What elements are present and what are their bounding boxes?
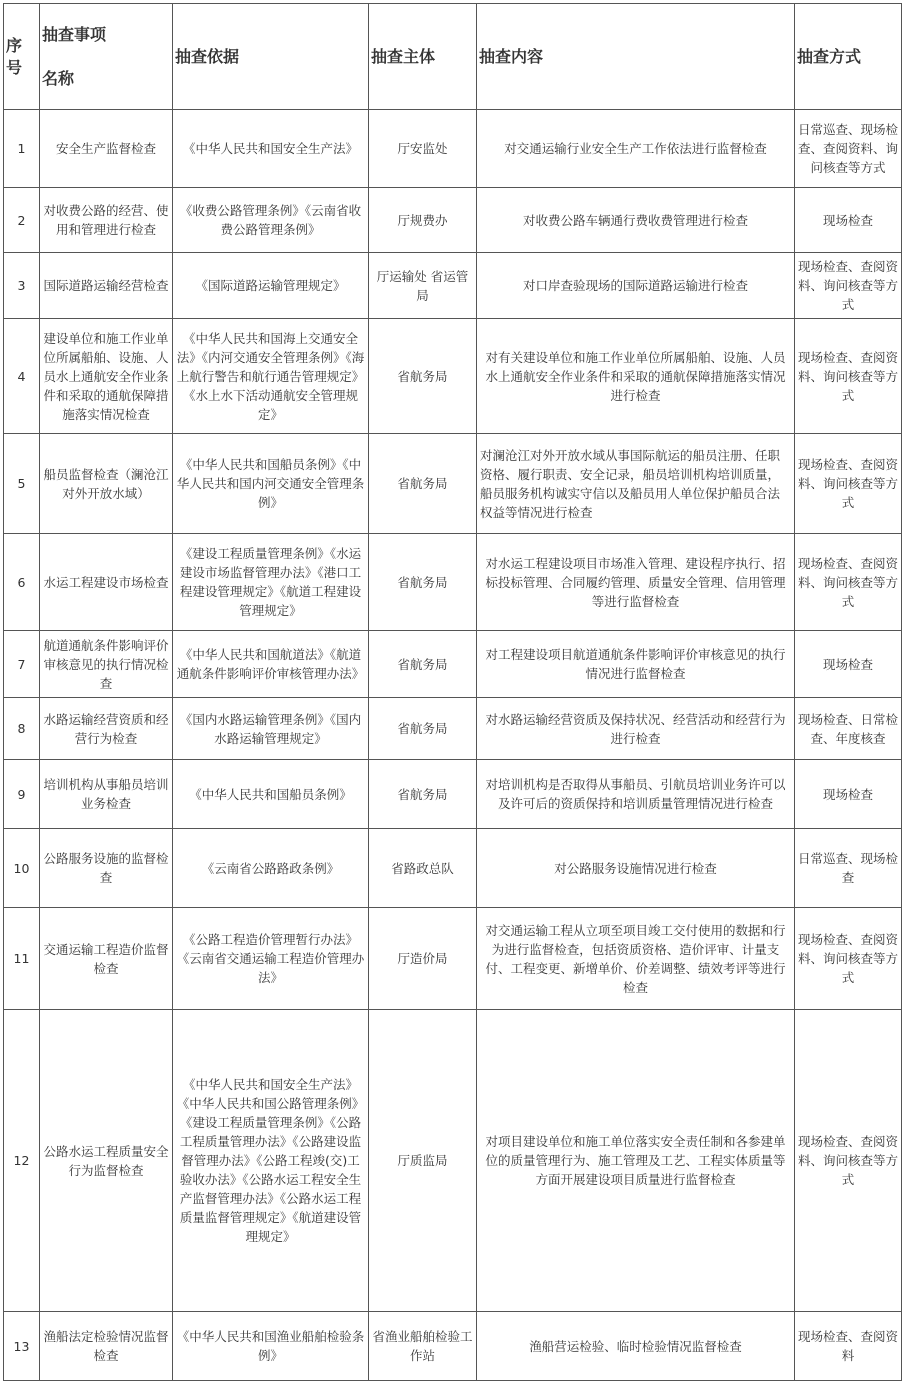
- table-row: [4, 319, 902, 434]
- matter-name: 水运工程建设市场检查: [40, 534, 173, 631]
- inspection-method: 日常巡查、现场检查: [795, 829, 902, 908]
- table-row: [4, 698, 902, 760]
- row-number: 6: [4, 534, 40, 631]
- inspection-basis: 《公路工程造价管理暂行办法》《云南省交通运输工程造价管理办法》: [173, 908, 369, 1010]
- header-method: 抽查方式: [795, 4, 902, 110]
- inspection-subject: 省航务局: [369, 631, 477, 698]
- matter-name: 公路服务设施的监督检查: [40, 829, 173, 908]
- inspection-table: [3, 3, 902, 1381]
- matter-name: 船员监督检查（澜沧江对外开放水域）: [40, 434, 173, 534]
- inspection-subject: 省路政总队: [369, 829, 477, 908]
- inspection-method: 现场检查: [795, 188, 902, 253]
- matter-name: 公路水运工程质量安全行为监督检查: [40, 1010, 173, 1312]
- inspection-method: 现场检查、查阅资料、询问核查等方式: [795, 434, 902, 534]
- inspection-content: 渔船营运检验、临时检验情况监督检查: [477, 1312, 795, 1381]
- inspection-content: 对澜沧江对外开放水域从事国际航运的船员注册、任职资格、履行职责、安全记录，船员培训机构培训质量，船员服务机构诚实守信以及船员用人单位保护船员合法权益等情况进行检查: [477, 434, 795, 534]
- inspection-basis: 《云南省公路路政条例》: [173, 829, 369, 908]
- matter-name: 建设单位和施工作业单位所属船舶、设施、人员水上通航安全作业条件和采取的通航保障措施落实情况检查: [40, 319, 173, 434]
- header-content: 抽查内容: [477, 4, 795, 110]
- inspection-subject: 省航务局: [369, 319, 477, 434]
- table-row: [4, 1312, 902, 1381]
- row-number: 7: [4, 631, 40, 698]
- inspection-content: 对培训机构是否取得从事船员、引航员培训业务许可以及许可后的资质保持和培训质量管理情况进行检查: [477, 760, 795, 829]
- table-row: [4, 760, 902, 829]
- inspection-subject: 省航务局: [369, 698, 477, 760]
- inspection-subject: 省航务局: [369, 760, 477, 829]
- inspection-subject: 厅安监处: [369, 110, 477, 188]
- matter-name: 安全生产监督检查: [40, 110, 173, 188]
- matter-name: 渔船法定检验情况监督检查: [40, 1312, 173, 1381]
- matter-name: 国际道路运输经营检查: [40, 253, 173, 319]
- table-row: [4, 829, 902, 908]
- row-number: 8: [4, 698, 40, 760]
- table-row: [4, 1010, 902, 1312]
- row-number: 10: [4, 829, 40, 908]
- inspection-method: 日常巡查、现场检查、查阅资料、询问核查等方式: [795, 110, 902, 188]
- inspection-content: 对水运工程建设项目市场准入管理、建设程序执行、招标投标管理、合同履约管理、质量安全管理、信用管理等进行监督检查: [477, 534, 795, 631]
- header-matter-line1: 抽查事项: [42, 24, 107, 44]
- inspection-content: 对公路服务设施情况进行检查: [477, 829, 795, 908]
- table-row: [4, 534, 902, 631]
- matter-name: 培训机构从事船员培训业务检查: [40, 760, 173, 829]
- inspection-subject: 省航务局: [369, 434, 477, 534]
- inspection-method: 现场检查: [795, 760, 902, 829]
- inspection-subject: 厅造价局: [369, 908, 477, 1010]
- table-row: [4, 631, 902, 698]
- inspection-method: 现场检查: [795, 631, 902, 698]
- row-number: 2: [4, 188, 40, 253]
- row-number: 5: [4, 434, 40, 534]
- inspection-basis: 《中华人民共和国渔业船舶检验条例》: [173, 1312, 369, 1381]
- matter-name: 对收费公路的经营、使用和管理进行检查: [40, 188, 173, 253]
- inspection-method: 现场检查、查阅资料、询问核查等方式: [795, 253, 902, 319]
- inspection-method: 现场检查、查阅资料: [795, 1312, 902, 1381]
- inspection-content: 对工程建设项目航道通航条件影响评价审核意见的执行情况进行监督检查: [477, 631, 795, 698]
- table-row: [4, 253, 902, 319]
- inspection-basis: 《中华人民共和国船员条例》《中华人民共和国内河交通安全管理条例》: [173, 434, 369, 534]
- row-number: 11: [4, 908, 40, 1010]
- row-number: 13: [4, 1312, 40, 1381]
- table-row: [4, 434, 902, 534]
- inspection-method: 现场检查、查阅资料、询问核查等方式: [795, 319, 902, 434]
- row-number: 1: [4, 110, 40, 188]
- table-row: [4, 188, 902, 253]
- inspection-subject: 厅质监局: [369, 1010, 477, 1312]
- matter-name: 交通运输工程造价监督检查: [40, 908, 173, 1010]
- row-number: 9: [4, 760, 40, 829]
- table-row: [4, 110, 902, 188]
- inspection-content: 对收费公路车辆通行费收费管理进行检查: [477, 188, 795, 253]
- inspection-basis: 《中华人民共和国海上交通安全法》《内河交通安全管理条例》《海上航行警告和航行通告管理规定》《水上水下活动通航安全管理规定》: [173, 319, 369, 434]
- inspection-basis: 《国际道路运输管理规定》: [173, 253, 369, 319]
- matter-name: 航道通航条件影响评价审核意见的执行情况检查: [40, 631, 173, 698]
- inspection-basis: 《中华人民共和国安全生产法》《中华人民共和国公路管理条例》《建设工程质量管理条例》《公路工程质量管理办法》《公路建设监督管理办法》《公路工程竣(交)工验收办法》《公路水运工程安全生产监督管理办法》《公路水运工程质量监督管理规定》《航道建设管理规定》: [173, 1010, 369, 1312]
- row-number: 4: [4, 319, 40, 434]
- inspection-content: 对交通运输工程从立项至项目竣工交付使用的数据和行为进行监督检查，包括资质资格、造价评审、计量支付、工程变更、新增单价、价差调整、绩效考评等进行检查: [477, 908, 795, 1010]
- inspection-content: 对交通运输行业安全生产工作依法进行监督检查: [477, 110, 795, 188]
- table-row: [4, 908, 902, 1010]
- inspection-method: 现场检查、查阅资料、询问核查等方式: [795, 1010, 902, 1312]
- inspection-subject: 省渔业船舶检验工作站: [369, 1312, 477, 1381]
- inspection-subject: 省航务局: [369, 534, 477, 631]
- inspection-method: 现场检查、查阅资料、询问核查等方式: [795, 908, 902, 1010]
- inspection-basis: 《建设工程质量管理条例》《水运建设市场监督管理办法》《港口工程建设管理规定》《航道工程建设管理规定》: [173, 534, 369, 631]
- header-matter-line2: 名称: [42, 68, 75, 88]
- inspection-basis: 《中华人民共和国安全生产法》: [173, 110, 369, 188]
- header-matter-name: [40, 4, 173, 110]
- header-basis: 抽查依据: [173, 4, 369, 110]
- inspection-content: 对有关建设单位和施工作业单位所属船舶、设施、人员水上通航安全作业条件和采取的通航保障措施落实情况进行检查: [477, 319, 795, 434]
- row-number: 3: [4, 253, 40, 319]
- header-subject: 抽查主体: [369, 4, 477, 110]
- matter-name: 水路运输经营资质和经营行为检查: [40, 698, 173, 760]
- inspection-content: 对口岸查验现场的国际道路运输进行检查: [477, 253, 795, 319]
- inspection-method: 现场检查、查阅资料、询问核查等方式: [795, 534, 902, 631]
- inspection-content: 对水路运输经营资质及保持状况、经营活动和经营行为进行检查: [477, 698, 795, 760]
- inspection-content: 对项目建设单位和施工单位落实安全责任制和各参建单位的质量管理行为、施工管理及工艺、工程实体质量等方面开展建设项目质量进行监督检查: [477, 1010, 795, 1312]
- header-row: [4, 4, 902, 110]
- inspection-method: 现场检查、日常检查、年度核查: [795, 698, 902, 760]
- header-no: 序号: [4, 4, 40, 110]
- inspection-basis: 《中华人民共和国航道法》《航道通航条件影响评价审核管理办法》: [173, 631, 369, 698]
- row-number: 12: [4, 1010, 40, 1312]
- inspection-subject: 厅规费办: [369, 188, 477, 253]
- inspection-basis: 《国内水路运输管理条例》《国内水路运输管理规定》: [173, 698, 369, 760]
- inspection-basis: 《收费公路管理条例》《云南省收费公路管理条例》: [173, 188, 369, 253]
- inspection-subject: 厅运输处 省运管局: [369, 253, 477, 319]
- inspection-basis: 《中华人民共和国船员条例》: [173, 760, 369, 829]
